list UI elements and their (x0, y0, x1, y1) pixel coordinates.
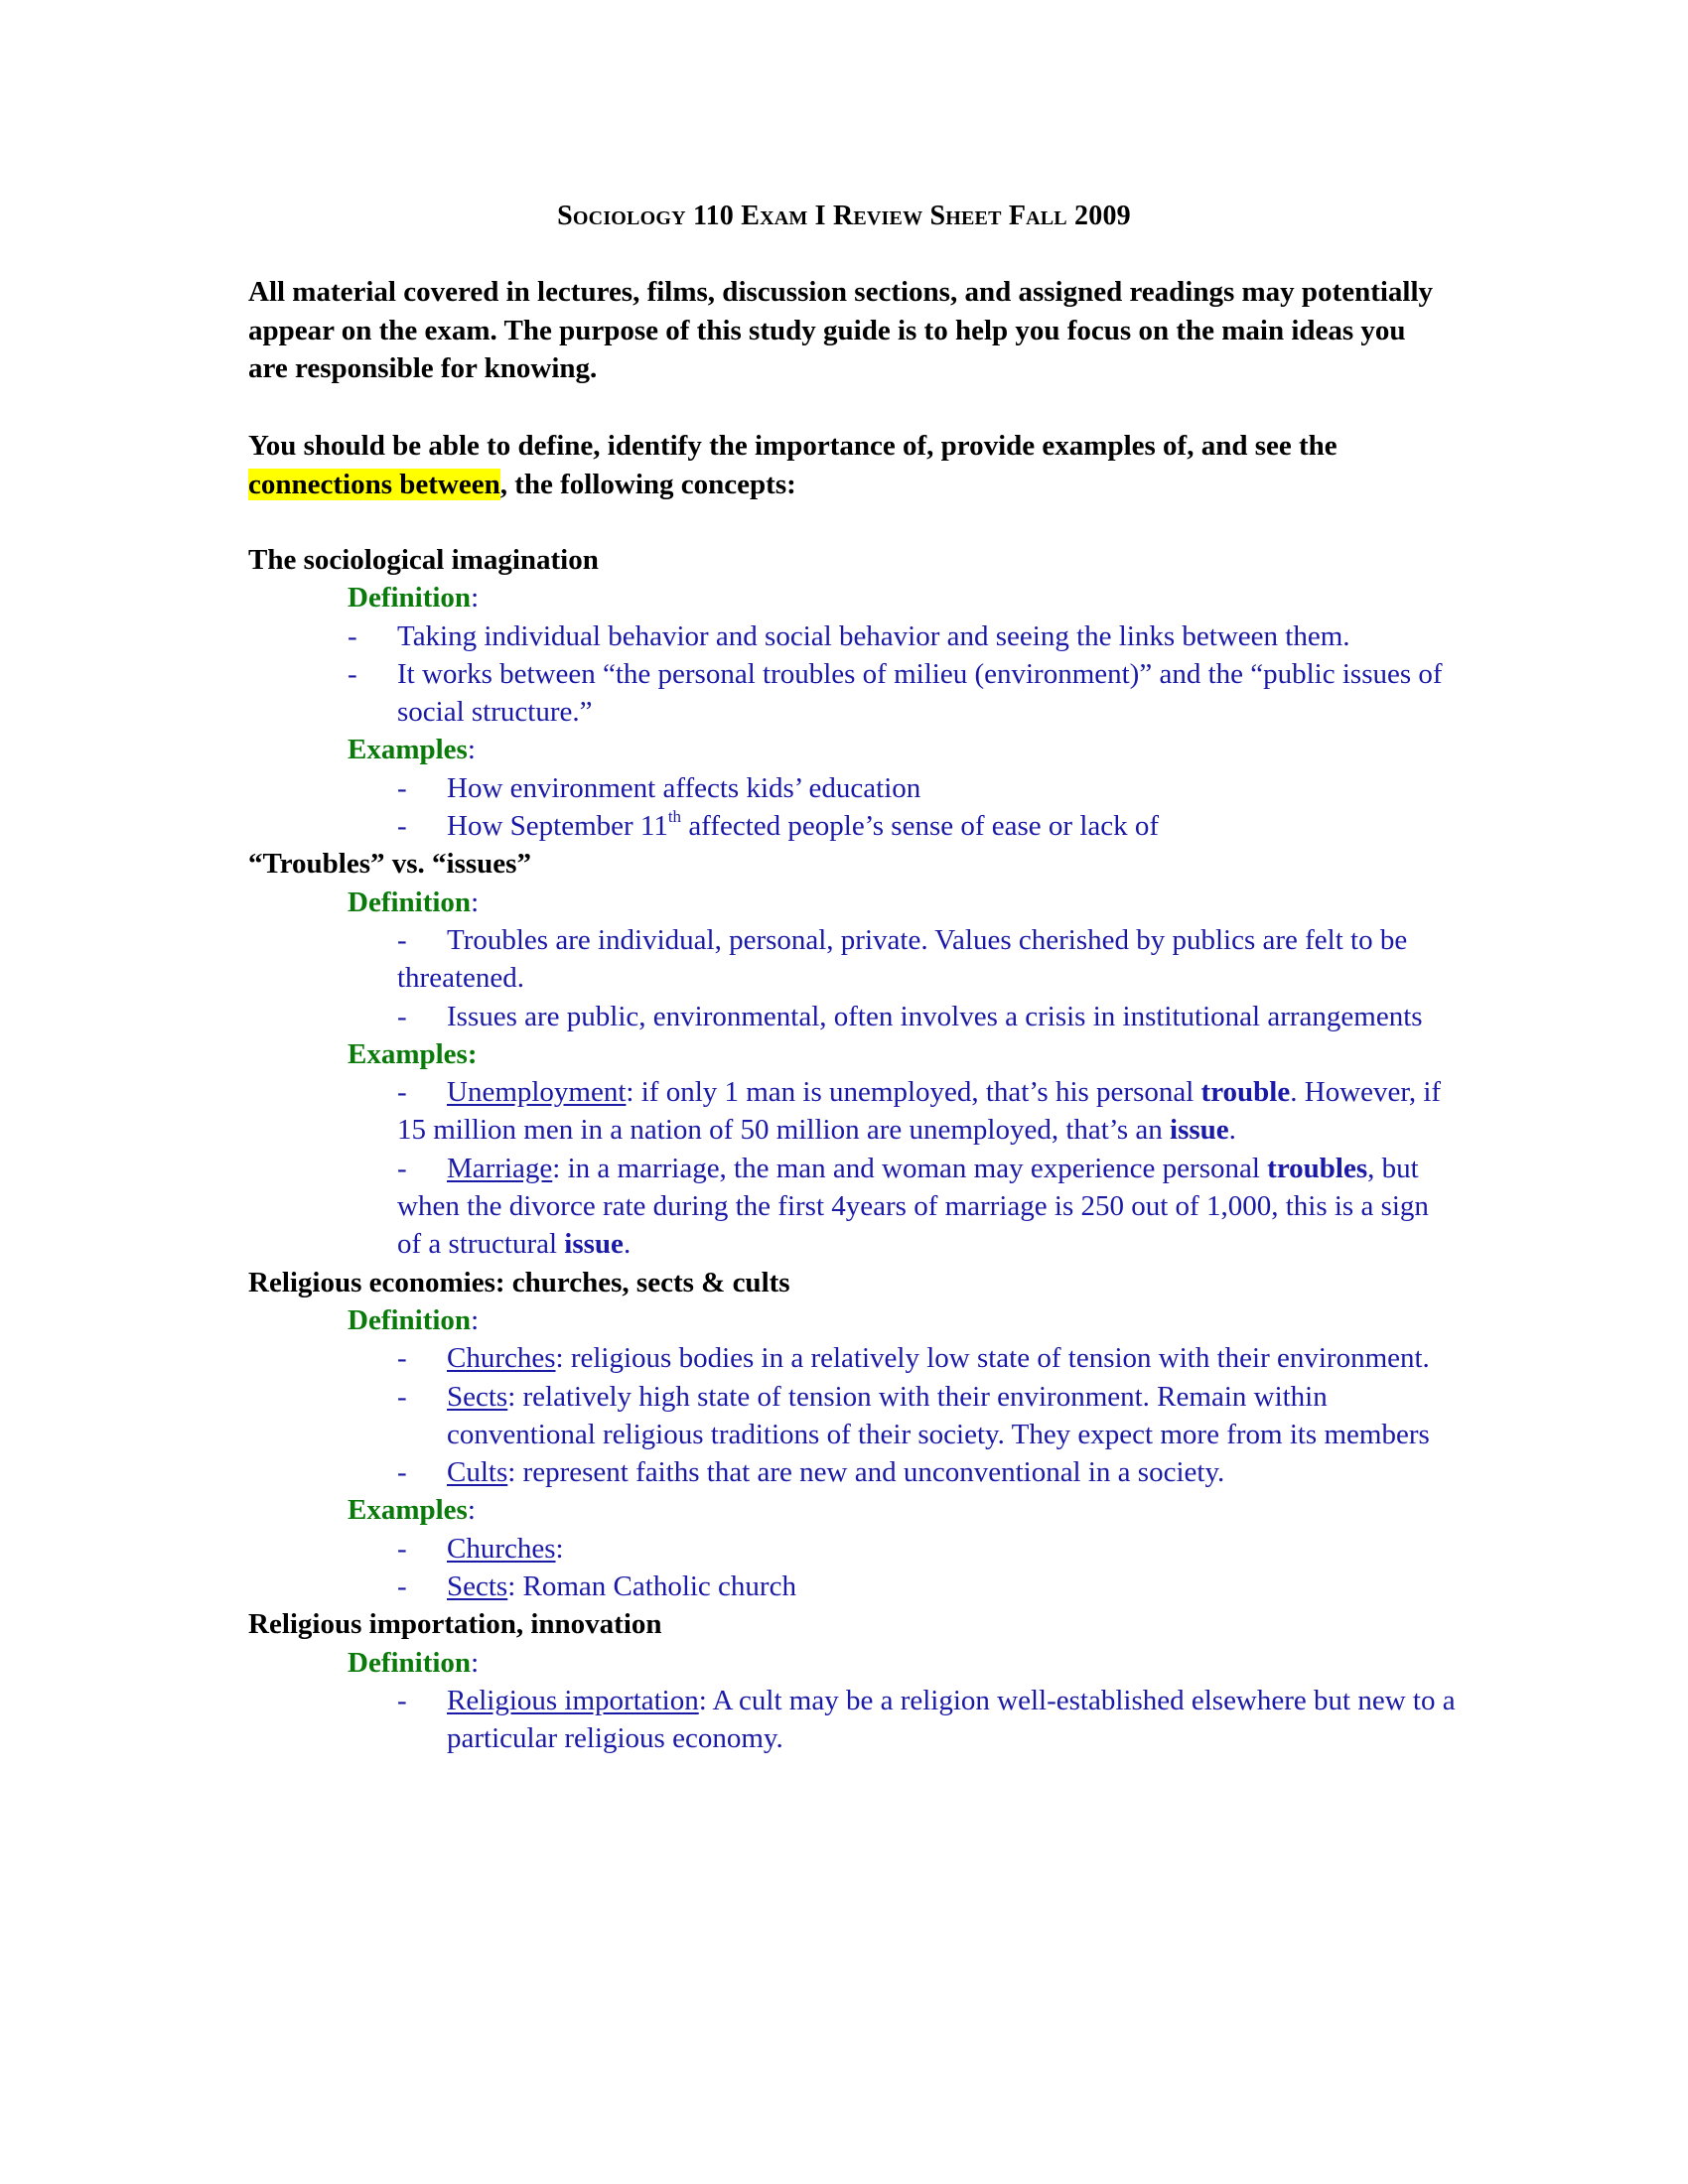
instruction-text: You should be able to define, identify the importance of, provide examples of, and see the (248, 430, 1337, 462)
definition-item-churches: - Churches: religious bodies in a relatively low state of tension with their environment. (248, 1339, 1460, 1377)
dash-bullet: - (397, 1342, 407, 1375)
dash-bullet: - (397, 1684, 407, 1716)
intro-paragraph: All material covered in lectures, films, discussion sections, and assigned readings may potentially appear on the exam. The purpose of this study guide is to help you focus on the main ideas you are responsible for knowing. (248, 276, 1434, 384)
section-heading-religious-importation: Religious importation, innovation (248, 1608, 662, 1641)
dash-bullet: - (397, 1000, 407, 1032)
dash-bullet: - (397, 923, 407, 956)
examples-label: Examples: (348, 1494, 476, 1527)
highlighted-text: connections between (248, 468, 500, 500)
example-item-marriage: - Marriage: in a marriage, the man and woman may experience personal troubles, but when the divorce rate during the first 4years of marriage is 250 out of 1,000, this is a sign of a structural issue. (248, 1150, 1460, 1264)
definition-label: Definition: (348, 1303, 480, 1336)
section-heading-religious-economies: Religious economies: churches, sects & cults (248, 1266, 790, 1298)
examples-label: Examples: (348, 734, 476, 766)
definition-item-cults: - Cults: represent faiths that are new and unconventional in a society. (248, 1453, 1460, 1491)
example-item: - How environment affects kids’ education (248, 769, 1460, 807)
section-heading-troubles-vs-issues: “Troubles” vs. “issues” (248, 848, 531, 881)
instruction-text-end: , the following concepts: (499, 468, 796, 500)
instruction-paragraph (248, 427, 1440, 503)
dash-bullet: - (397, 1076, 407, 1109)
dash-bullet: - (397, 1456, 407, 1489)
definition-item-sects: - Sects: relatively high state of tension with their environment. Remain within conventional religious traditions of their society. They expect more from its members (248, 1378, 1460, 1454)
dash-bullet: - (397, 810, 407, 843)
example-item: - How September 11th affected people’s sense of ease or lack of (248, 807, 1460, 845)
dash-bullet: - (348, 657, 357, 690)
examples-label: Examples: (348, 1037, 478, 1070)
example-item-churches: - Churches: (248, 1530, 1460, 1568)
example-item-unemployment: - Unemployment: if only 1 man is unemployed, that’s his personal trouble. However, if 15 million men in a nation of 50 million are unemployed, that’s an issue. (248, 1073, 1460, 1150)
definition-item: - Taking individual behavior and social behavior and seeing the links between them. (248, 617, 1460, 655)
dash-bullet: - (397, 1380, 407, 1413)
dash-bullet: - (397, 1532, 407, 1565)
definition-label: Definition: (348, 582, 480, 614)
definition-item: - Troubles are individual, personal, private. Values cherished by publics are felt to be threatened. (248, 921, 1460, 998)
section-heading-sociological-imagination: The sociological imagination (248, 544, 599, 576)
definition-item-religious-importation: - Religious importation: A cult may be a religion well-established elsewhere but new to a particular religious economy. (248, 1682, 1460, 1758)
definition-label: Definition: (348, 886, 480, 918)
dash-bullet: - (397, 1570, 407, 1603)
definition-label: Definition: (348, 1646, 480, 1679)
definition-item: - Issues are public, environmental, often involves a crisis in institutional arrangements (248, 998, 1460, 1035)
dash-bullet: - (397, 1152, 407, 1184)
dash-bullet: - (397, 771, 407, 804)
definition-item: - It works between “the personal troubles of milieu (environment)” and the “public issues of social structure.” (248, 655, 1460, 732)
example-item-sects: - Sects: Roman Catholic church (248, 1568, 1460, 1605)
page-title: Sociology 110 Exam I Review Sheet Fall 2009 (557, 201, 1131, 231)
concepts-list (248, 541, 1460, 1758)
dash-bullet: - (348, 619, 357, 652)
